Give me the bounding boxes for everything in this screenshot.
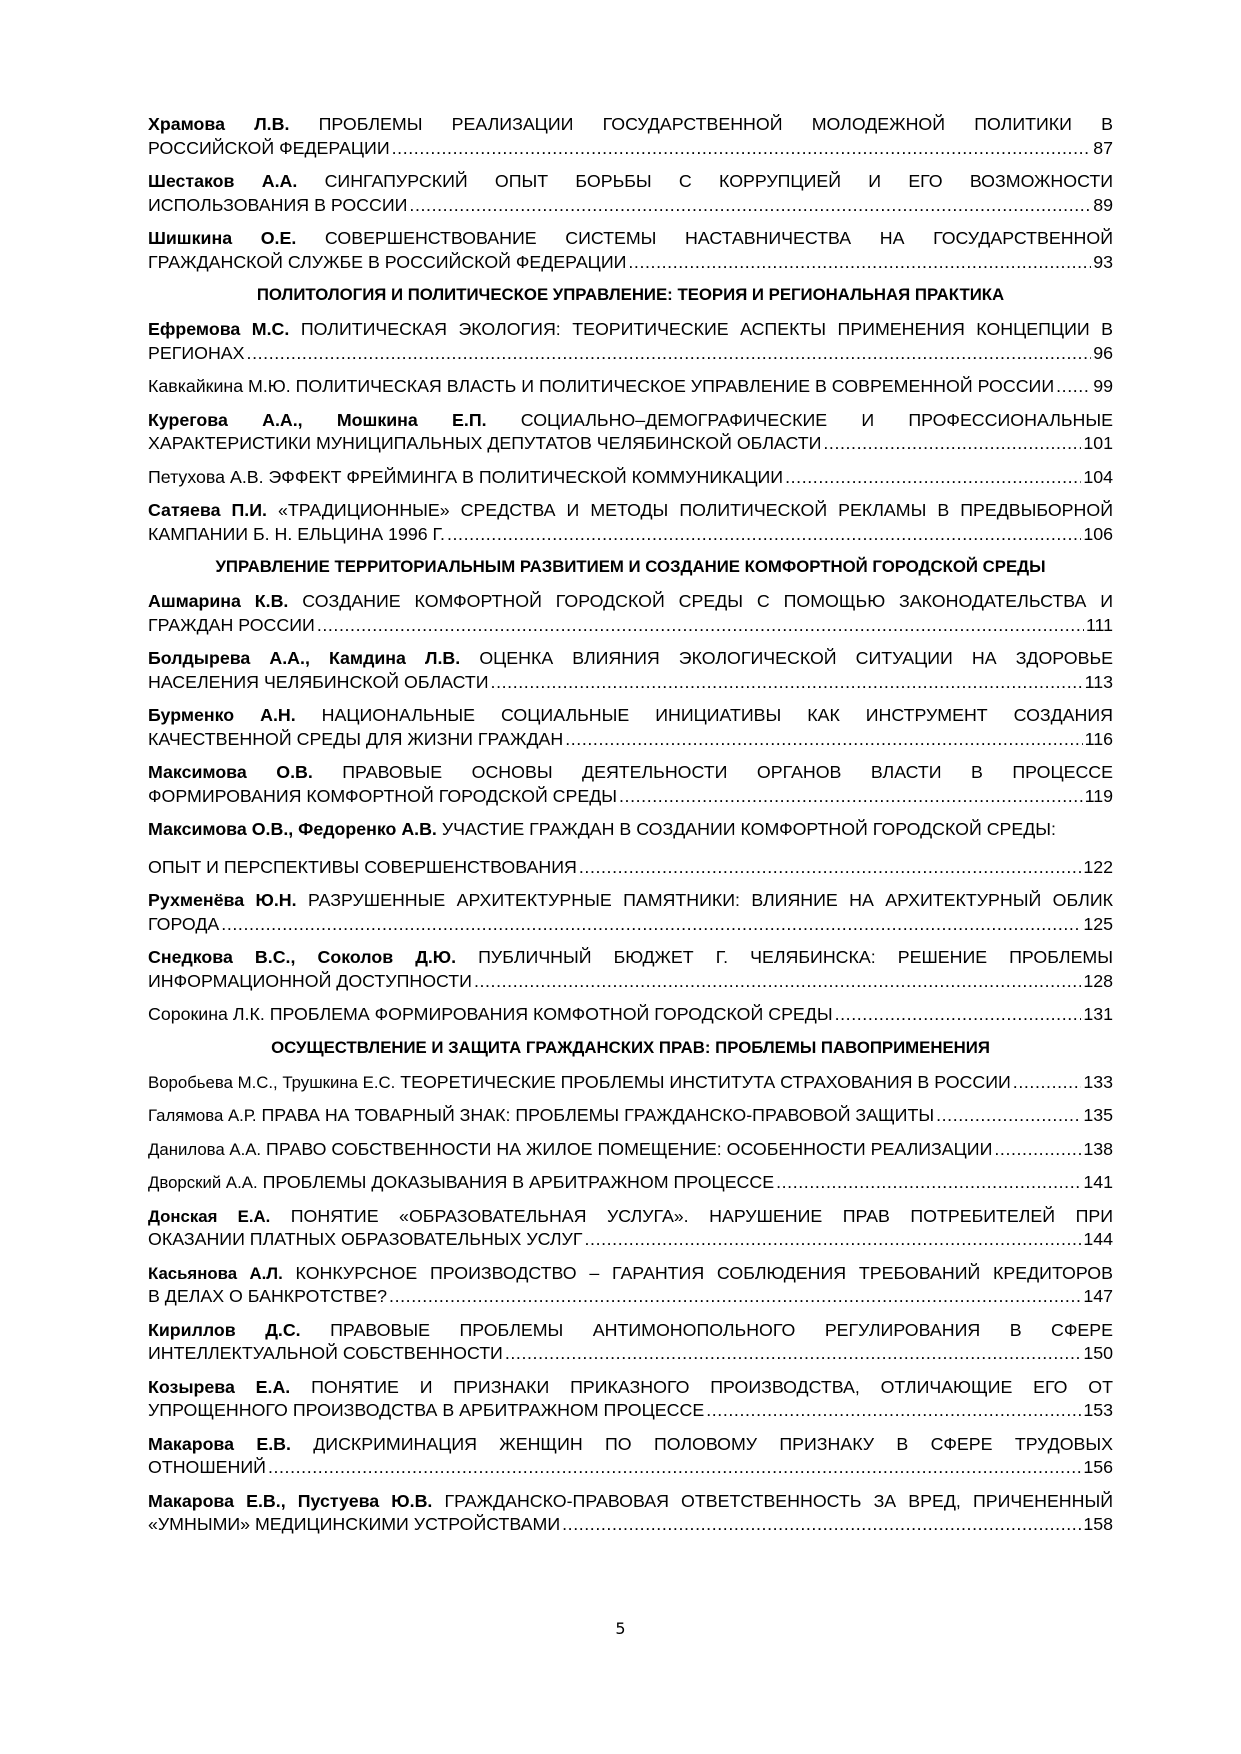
toc-entry[interactable] — [148, 170, 1113, 217]
entry-authors: Шишкина О.Е. — [148, 228, 297, 248]
leader-dots — [823, 432, 1081, 456]
entry-title: ИСПОЛЬЗОВАНИЯ В РОССИИ — [148, 194, 408, 215]
leader-dots — [785, 466, 1081, 490]
toc-entry[interactable] — [148, 1071, 1113, 1095]
entry-title: ПРАВОВЫЕ ОСНОВЫ ДЕЯТЕЛЬНОСТИ ОРГАНОВ ВЛАСТИ В ПРОЦЕССЕ — [342, 762, 1113, 782]
leader-dots — [474, 970, 1081, 994]
leader-dots — [1013, 1071, 1082, 1095]
entry-title: НАЦИОНАЛЬНЫЕ СОЦИАЛЬНЫЕ ИНИЦИАТИВЫ КАК ИНСТРУМЕНТ СОЗДАНИЯ — [321, 705, 1114, 725]
entry-line — [148, 1319, 1113, 1343]
entry-page-number: 116 — [1084, 728, 1113, 749]
entry-title: СОЦИАЛЬНО–ДЕМОГРАФИЧЕСКИЕ И ПРОФЕССИОНАЛЬНЫЕ — [520, 409, 1113, 430]
entry-authors: Рухменёва Ю.Н. — [148, 890, 297, 910]
toc-entry[interactable] — [148, 1003, 1113, 1027]
toc-entry[interactable] — [148, 946, 1113, 993]
entry-line — [148, 590, 1113, 614]
toc-entry[interactable] — [148, 1262, 1113, 1309]
entry-line — [148, 1262, 1113, 1286]
entry-title: ОПЫТ И ПЕРСПЕКТИВЫ СОВЕРШЕНСТВОВАНИЯ — [148, 856, 577, 877]
entry-title: В ДЕЛАХ О БАНКРОТСТВЕ? — [148, 1286, 388, 1306]
leader-dots — [628, 251, 1091, 275]
entry-page-number: 150 — [1083, 1343, 1113, 1363]
entry-page-number: 99 — [1093, 376, 1113, 396]
entry-title: ИНТЕЛЛЕКТУАЛЬНОЙ СОБСТВЕННОСТИ — [148, 1343, 503, 1363]
entry-line — [148, 1376, 1113, 1400]
entry-title: ПОНЯТИЕ И ПРИЗНАКИ ПРИКАЗНОГО ПРОИЗВОДСТВА, ОТЛИЧАЮЩИЕ ЕГО ОТ — [311, 1376, 1113, 1397]
entry-title: ТЕОРЕТИЧЕСКИЕ ПРОБЛЕМЫ ИНСТИТУТА СТРАХОВАНИЯ В РОССИИ — [400, 1071, 1011, 1092]
entry-authors: Сорокина Л.К. — [148, 1004, 265, 1024]
entry-title: КАМПАНИИ Б. Н. ЕЛЬЦИНА 1996 Г. — [148, 523, 445, 544]
leader-dots — [579, 856, 1081, 880]
entry-authors: Донская Е.А. — [148, 1206, 271, 1226]
toc-entry[interactable] — [148, 647, 1113, 694]
entry-title: ПРАВА НА ТОВАРНЫЙ ЗНАК: ПРОБЛЕМЫ ГРАЖДАНСКО-ПРАВОВОЙ ЗАЩИТЫ — [261, 1105, 935, 1125]
entry-authors: Храмова Л.В. — [148, 114, 290, 134]
entry-page-number: 153 — [1083, 1400, 1113, 1420]
entry-line — [148, 704, 1113, 728]
toc-entry[interactable] — [148, 1433, 1113, 1480]
entry-title: ПОЛИТИЧЕСКАЯ ВЛАСТЬ И ПОЛИТИЧЕСКОЕ УПРАВЛЕНИЕ В СОВРЕМЕННОЙ РОССИИ — [295, 376, 1055, 396]
entry-line — [148, 318, 1113, 342]
toc-entry[interactable] — [148, 1138, 1113, 1162]
entry-page-number: 135 — [1083, 1105, 1113, 1125]
entry-authors: Кавкайкина М.Ю. — [148, 376, 291, 396]
entry-authors: Ашмарина К.В. — [148, 591, 289, 611]
entry-title: «УМНЫМИ» МЕДИЦИНСКИМИ УСТРОЙСТВАМИ — [148, 1514, 561, 1534]
entry-page-number: 141 — [1083, 1172, 1113, 1192]
entry-title: ГРАЖДАНСКО-ПРАВОВАЯ ОТВЕТСТВЕННОСТЬ ЗА ВРЕД, ПРИЧЕНЕННЫЙ — [444, 1490, 1114, 1511]
entry-title: СИНГАПУРСКИЙ ОПЫТ БОРЬБЫ С КОРРУПЦИЕЙ И ЕГО ВОЗМОЖНОСТИ — [324, 171, 1113, 191]
entry-line — [148, 1205, 1113, 1229]
section-heading: ПОЛИТОЛОГИЯ И ПОЛИТИЧЕСКОЕ УПРАВЛЕНИЕ: ТЕОРИЯ И РЕГИОНАЛЬНАЯ ПРАКТИКА — [256, 285, 1005, 304]
toc-entry[interactable] — [148, 318, 1113, 365]
entry-title: ГОРОДА — [148, 913, 220, 934]
entry-line — [148, 499, 1113, 523]
entry-title: НАСЕЛЕНИЯ ЧЕЛЯБИНСКОЙ ОБЛАСТИ — [148, 671, 489, 692]
entry-title: РАЗРУШЕННЫЕ АРХИТЕКТУРНЫЕ ПАМЯТНИКИ: ВЛИЯНИЕ НА АРХИТЕКТУРНЫЙ ОБЛИК — [307, 890, 1113, 910]
leader-dots — [835, 1003, 1082, 1027]
entry-title: КОНКУРСНОЕ ПРОИЗВОДСТВО – ГАРАНТИЯ СОБЛЮДЕНИЯ ТРЕБОВАНИЙ КРЕДИТОРОВ — [295, 1262, 1113, 1283]
toc-entry[interactable] — [148, 409, 1113, 456]
entry-line — [148, 227, 1113, 251]
entry-line — [148, 170, 1113, 194]
toc-entry[interactable] — [148, 818, 1113, 879]
entry-page-number: 93 — [1093, 251, 1113, 272]
entry-page-number: 113 — [1084, 671, 1113, 692]
leader-dots — [389, 1285, 1081, 1309]
toc-entry[interactable] — [148, 1104, 1113, 1128]
leader-dots — [706, 1399, 1081, 1423]
toc-entry[interactable] — [148, 704, 1113, 751]
toc-entry[interactable] — [148, 889, 1113, 936]
entry-authors: Макарова Е.В. — [148, 1433, 291, 1454]
entry-page-number: 144 — [1083, 1229, 1113, 1249]
toc-entry[interactable] — [148, 375, 1113, 399]
toc-entry[interactable] — [148, 1171, 1113, 1195]
entry-authors: Дворский А.А. — [148, 1173, 258, 1192]
entry-page-number: 138 — [1083, 1138, 1113, 1159]
toc-entry[interactable] — [148, 1376, 1113, 1423]
entry-page-number: 101 — [1083, 433, 1113, 453]
toc-entry[interactable] — [148, 1319, 1113, 1366]
entry-page-number: 104 — [1083, 466, 1113, 487]
leader-dots — [776, 1171, 1081, 1195]
entry-page-number: 158 — [1083, 1514, 1113, 1534]
entry-title: ПУБЛИЧНЫЙ БЮДЖЕТ Г. ЧЕЛЯБИНСКА: РЕШЕНИЕ ПРОБЛЕМЫ — [478, 947, 1113, 967]
entry-authors: Макарова Е.В., Пустуева Ю.В. — [148, 1490, 433, 1511]
entry-authors: Ефремова М.С. — [148, 319, 290, 339]
entry-authors: Максимова О.В. — [148, 762, 313, 782]
entry-title: ПОЛИТИЧЕСКАЯ ЭКОЛОГИЯ: ТЕОРИТИЧЕСКИЕ АСПЕКТЫ ПРИМЕНЕНИЯ КОНЦЕПЦИИ В — [300, 319, 1113, 339]
leader-dots — [619, 785, 1083, 809]
leader-dots — [505, 1342, 1081, 1366]
entry-line — [148, 409, 1113, 433]
entry-page-number: 131 — [1083, 1004, 1113, 1024]
entry-title: ПРОБЛЕМА ФОРМИРОВАНИЯ КОМФОТНОЙ ГОРОДСКОЙ СРЕДЫ — [269, 1004, 833, 1024]
entry-authors: Данилова А.А. — [148, 1139, 262, 1159]
entry-line — [148, 113, 1113, 137]
leader-dots — [565, 728, 1082, 752]
entry-title: ГРАЖДАН РОССИИ — [148, 614, 315, 635]
entry-authors: Кириллов Д.С. — [148, 1319, 301, 1340]
leader-dots — [936, 1104, 1081, 1128]
entry-title: ХАРАКТЕРИСТИКИ МУНИЦИПАЛЬНЫХ ДЕПУТАТОВ ЧЕЛЯБИНСКОЙ ОБЛАСТИ — [148, 433, 822, 453]
entry-title: УЧАСТИЕ ГРАЖДАН В СОЗДАНИИ КОМФОРТНОЙ ГОРОДСКОЙ СРЕДЫ: — [441, 819, 1056, 839]
entry-title: РОССИЙСКОЙ ФЕДЕРАЦИИ — [148, 137, 390, 158]
section-heading: ОСУЩЕСТВЛЕНИЕ И ЗАЩИТА ГРАЖДАНСКИХ ПРАВ: ПРОБЛЕМЫ ПАВОПРИМЕНЕНИЯ — [271, 1037, 990, 1057]
leader-dots — [392, 137, 1092, 161]
entry-title: ПРАВО СОБСТВЕННОСТИ НА ЖИЛОЕ ПОМЕЩЕНИЕ: ОСОБЕННОСТИ РЕАЛИЗАЦИИ — [266, 1138, 993, 1159]
entry-page-number: 119 — [1084, 785, 1113, 806]
leader-dots — [247, 342, 1092, 366]
entry-title: ОЦЕНКА ВЛИЯНИЯ ЭКОЛОГИЧЕСКОЙ СИТУАЦИИ НА ЗДОРОВЬЕ — [479, 648, 1113, 668]
entry-authors: Петухова А.В. — [148, 466, 264, 487]
page-number: 5 — [615, 1619, 626, 1638]
entry-page-number: 111 — [1085, 614, 1113, 635]
entry-page-number: 125 — [1083, 913, 1113, 934]
entry-title: ПРОБЛЕМЫ РЕАЛИЗАЦИИ ГОСУДАРСТВЕННОЙ МОЛОДЕЖНОЙ ПОЛИТИКИ В — [318, 114, 1113, 134]
entry-line — [148, 889, 1113, 913]
entry-title: «ТРАДИЦИОННЫЕ» СРЕДСТВА И МЕТОДЫ ПОЛИТИЧЕСКОЙ РЕКЛАМЫ В ПРЕДВЫБОРНОЙ — [278, 500, 1113, 520]
toc-entry[interactable] — [148, 113, 1113, 160]
entry-authors: Сатяева П.И. — [148, 500, 267, 520]
entry-page-number: 156 — [1083, 1457, 1113, 1477]
table-of-contents — [148, 113, 1113, 1547]
entry-title: ПОНЯТИЕ «ОБРАЗОВАТЕЛЬНАЯ УСЛУГА». НАРУШЕНИЕ ПРАВ ПОТРЕБИТЕЛЕЙ ПРИ — [290, 1205, 1113, 1226]
leader-dots — [221, 913, 1081, 937]
toc-entry[interactable] — [148, 590, 1113, 637]
entry-page-number: 147 — [1083, 1286, 1113, 1306]
entry-line — [148, 1490, 1113, 1514]
entry-page-number: 133 — [1083, 1071, 1113, 1092]
entry-title: ДИСКРИМИНАЦИЯ ЖЕНЩИН ПО ПОЛОВОМУ ПРИЗНАКУ В СФЕРЕ ТРУДОВЫХ — [313, 1433, 1113, 1454]
entry-line — [148, 818, 1113, 842]
leader-dots — [994, 1138, 1081, 1162]
section-heading: УПРАВЛЕНИЕ ТЕРРИТОРИАЛЬНЫМ РАЗВИТИЕМ И СОЗДАНИЕ КОМФОРТНОЙ ГОРОДСКОЙ СРЕДЫ — [215, 557, 1046, 576]
entry-title: УПРОЩЕННОГО ПРОИЗВОДСТВА В АРБИТРАЖНОМ ПРОЦЕССЕ — [148, 1400, 705, 1420]
toc-entry[interactable] — [148, 227, 1113, 274]
toc-entry[interactable] — [148, 466, 1113, 490]
entry-title: ЭФФЕКТ ФРЕЙМИНГА В ПОЛИТИЧЕСКОЙ КОММУНИКАЦИИ — [268, 466, 784, 487]
toc-entry[interactable] — [148, 1490, 1113, 1537]
entry-line — [148, 946, 1113, 970]
entry-authors: Галямова А.Р. — [148, 1106, 257, 1125]
entry-page-number: 96 — [1093, 342, 1113, 363]
entry-title: ОКАЗАНИИ ПЛАТНЫХ ОБРАЗОВАТЕЛЬНЫХ УСЛУГ — [148, 1229, 583, 1249]
entry-page-number: 106 — [1083, 523, 1113, 544]
entry-title: КАЧЕСТВЕННОЙ СРЕДЫ ДЛЯ ЖИЗНИ ГРАЖДАН — [148, 728, 564, 749]
leader-dots — [447, 523, 1081, 547]
entry-title: ФОРМИРОВАНИЯ КОМФОРТНОЙ ГОРОДСКОЙ СРЕДЫ — [148, 785, 618, 806]
toc-entry[interactable] — [148, 761, 1113, 808]
entry-page-number: 122 — [1083, 856, 1113, 877]
entry-authors: Бурменко А.Н. — [148, 705, 296, 725]
leader-dots — [317, 614, 1084, 638]
entry-page-number: 128 — [1083, 970, 1113, 991]
entry-line — [148, 761, 1113, 785]
entry-authors: Снедкова В.С., Соколов Д.Ю. — [148, 947, 457, 967]
leader-dots — [268, 1456, 1081, 1480]
entry-authors: Касьянова А.Л. — [148, 1263, 283, 1283]
entry-title: ПРАВОВЫЕ ПРОБЛЕМЫ АНТИМОНОПОЛЬНОГО РЕГУЛИРОВАНИЯ В СФЕРЕ — [330, 1319, 1113, 1340]
entry-authors: Курегова А.А., Мошкина Е.П. — [148, 409, 487, 430]
entry-authors: Шестаков А.А. — [148, 171, 298, 191]
leader-dots — [491, 671, 1083, 695]
leader-dots — [409, 194, 1091, 218]
entry-line — [148, 647, 1113, 671]
leader-dots — [562, 1513, 1081, 1537]
entry-line — [148, 1433, 1113, 1457]
entry-authors: Максимова О.В., Федоренко А.В. — [148, 819, 437, 839]
entry-authors: Воробьева М.С., Трушкина Е.С. — [148, 1072, 396, 1092]
entry-title: ОТНОШЕНИЙ — [148, 1457, 266, 1477]
toc-entry[interactable] — [148, 1205, 1113, 1252]
entry-title: СОЗДАНИЕ КОМФОРТНОЙ ГОРОДСКОЙ СРЕДЫ С ПОМОЩЬЮ ЗАКОНОДАТЕЛЬСТВА И — [302, 591, 1113, 611]
entry-authors: Болдырева А.А., Камдина Л.В. — [148, 648, 461, 668]
leader-dots — [1056, 375, 1091, 399]
leader-dots — [584, 1228, 1081, 1252]
entry-title: ПРОБЛЕМЫ ДОКАЗЫВАНИЯ В АРБИТРАЖНОМ ПРОЦЕССЕ — [262, 1172, 775, 1192]
entry-page-number: 87 — [1093, 137, 1113, 158]
entry-authors: Козырева Е.А. — [148, 1376, 291, 1397]
entry-title: ГРАЖДАНСКОЙ СЛУЖБЕ В РОССИЙСКОЙ ФЕДЕРАЦИИ — [148, 251, 627, 272]
entry-title: РЕГИОНАХ — [148, 342, 245, 363]
entry-title: ИНФОРМАЦИОННОЙ ДОСТУПНОСТИ — [148, 970, 472, 991]
toc-entry[interactable] — [148, 499, 1113, 546]
entry-page-number: 89 — [1093, 194, 1113, 215]
entry-title: СОВЕРШЕНСТВОВАНИЕ СИСТЕМЫ НАСТАВНИЧЕСТВА НА ГОСУДАРСТВЕННОЙ — [324, 228, 1113, 248]
